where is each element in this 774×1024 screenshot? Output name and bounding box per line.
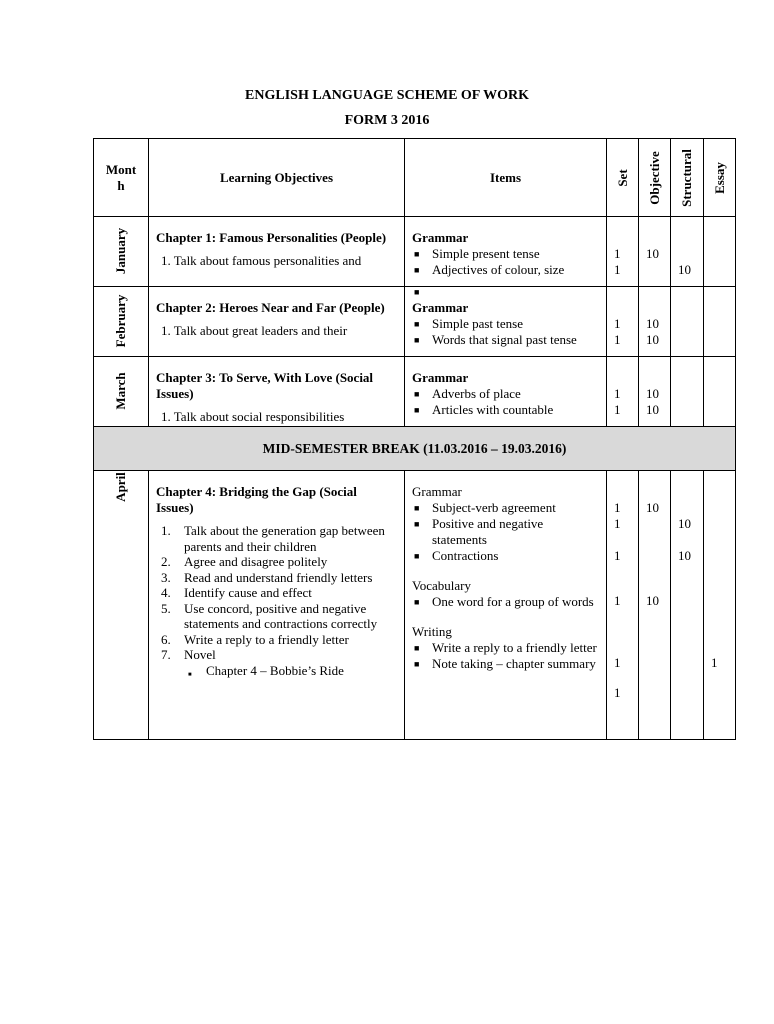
items-cell-february xyxy=(405,287,607,357)
items-cell-march xyxy=(405,357,607,427)
list-item: ■ Positive and negative statements xyxy=(414,516,544,547)
list-item: ■ Contractions xyxy=(414,548,499,563)
header-learning-objectives: Learning Objectives xyxy=(149,139,405,217)
objectives-list xyxy=(156,523,397,663)
list-item: ■ Write a reply to a friendly letter xyxy=(414,640,597,655)
section-heading: Grammar xyxy=(412,300,469,315)
header-objective: Objective xyxy=(639,139,671,217)
list-item: 6. Write a reply to a friendly letter xyxy=(161,631,349,647)
list-item: ■ xyxy=(414,287,420,297)
list-item: 5. Use concord, positive and negative statements and contractions correctly xyxy=(161,600,378,631)
header-row xyxy=(94,139,736,217)
document-subtitle: FORM 3 2016 xyxy=(344,113,430,128)
objective-cell-january: 10 xyxy=(639,217,671,287)
essay-cell-february xyxy=(704,287,736,357)
list-item: ■ Simple past tense xyxy=(414,316,523,331)
structural-cell-january: 10 xyxy=(671,217,704,287)
header-set: Set xyxy=(607,139,639,217)
items-cell-april xyxy=(405,471,607,740)
chapter-title: Chapter 2: Heroes Near and Far (People) xyxy=(156,300,385,315)
objective-cell-march: 10 10 xyxy=(639,357,671,427)
list-item: 3. Read and understand friendly letters xyxy=(161,569,373,585)
novel-sublist xyxy=(156,663,397,679)
list-item: ■ Articles with countable xyxy=(414,402,554,417)
month-cell-february: February xyxy=(94,287,149,357)
list-item: 7. Novel xyxy=(161,647,216,662)
mid-semester-break-banner: MID-SEMESTER BREAK (11.03.2016 – 19.03.2016) xyxy=(94,427,736,471)
structural-cell-february xyxy=(671,287,704,357)
list-item: ■ Adverbs of place xyxy=(414,386,521,401)
header-month: Mont h xyxy=(94,139,149,217)
list-item: ■ Subject-verb agreement xyxy=(414,500,556,515)
chapter-title: Chapter 4: Bridging the Gap (Social Issues) xyxy=(156,484,357,515)
objective-cut-text: 1. Talk about great leaders and their xyxy=(161,323,348,338)
items-cell-january xyxy=(405,217,607,297)
essay-cell-march xyxy=(704,357,736,427)
row-january xyxy=(94,217,736,287)
objectives-cell-february xyxy=(149,287,405,357)
row-march xyxy=(94,357,736,427)
set-cell-march: 1 1 xyxy=(607,357,639,427)
objective-cell-april: 10 10 xyxy=(639,471,671,740)
objectives-cell-march xyxy=(149,357,405,427)
objective-cut-text: 1. Talk about famous personalities and xyxy=(161,253,362,268)
list-item: ■ Adjectives of colour, size xyxy=(414,262,565,277)
structural-cell-march xyxy=(671,357,704,427)
list-item: ■ Chapter 4 – Bobbie’s Ride xyxy=(188,662,344,678)
row-april xyxy=(94,471,736,740)
header-essay: Essay xyxy=(704,139,736,217)
month-cell-april: April xyxy=(94,471,149,740)
list-item: 4. Identify cause and effect xyxy=(161,585,312,600)
objectives-cell-january xyxy=(149,217,405,287)
list-item: ■ Words that signal past tense xyxy=(414,332,577,347)
structural-cell-april: 10 10 xyxy=(671,471,704,740)
objective-cut-text: 1. Talk about social responsibilities xyxy=(161,409,345,424)
essay-cell-april: 1 xyxy=(704,471,736,740)
list-item: ■ Note taking – chapter summary xyxy=(414,656,596,671)
set-cell-february: 1 1 xyxy=(607,287,639,357)
objective-cell-february: 10 10 xyxy=(639,287,671,357)
section-heading: Grammar xyxy=(412,230,469,245)
section-heading-writing: Writing xyxy=(412,624,452,639)
chapter-title: Chapter 1: Famous Personalities (People) xyxy=(156,230,387,245)
essay-cell-january xyxy=(704,217,736,287)
list-item: 1. Talk about the generation gap between parents and their children xyxy=(161,523,385,554)
row-break xyxy=(94,427,736,471)
header-structural: Structural xyxy=(671,139,704,217)
month-cell-january: January xyxy=(94,217,149,287)
list-item: ■ Simple present tense xyxy=(414,246,540,261)
header-items: Items xyxy=(405,139,607,217)
section-heading-grammar: Grammar xyxy=(412,484,462,499)
objectives-cell-april xyxy=(149,471,405,740)
chapter-title: Chapter 3: To Serve, With Love (Social Issues) xyxy=(156,370,374,401)
section-heading: Grammar xyxy=(412,370,469,385)
set-cell-january: 1 1 xyxy=(607,217,639,287)
scheme-table xyxy=(93,138,736,740)
document-title: ENGLISH LANGUAGE SCHEME OF WORK xyxy=(245,88,529,103)
set-cell-april: 1 1 1 1 1 1 xyxy=(607,471,639,740)
month-cell-march: March xyxy=(94,357,149,427)
list-item: ■ One word for a group of words xyxy=(414,594,594,609)
section-heading-vocabulary: Vocabulary xyxy=(412,578,471,593)
list-item: 2. Agree and disagree politely xyxy=(161,554,328,569)
